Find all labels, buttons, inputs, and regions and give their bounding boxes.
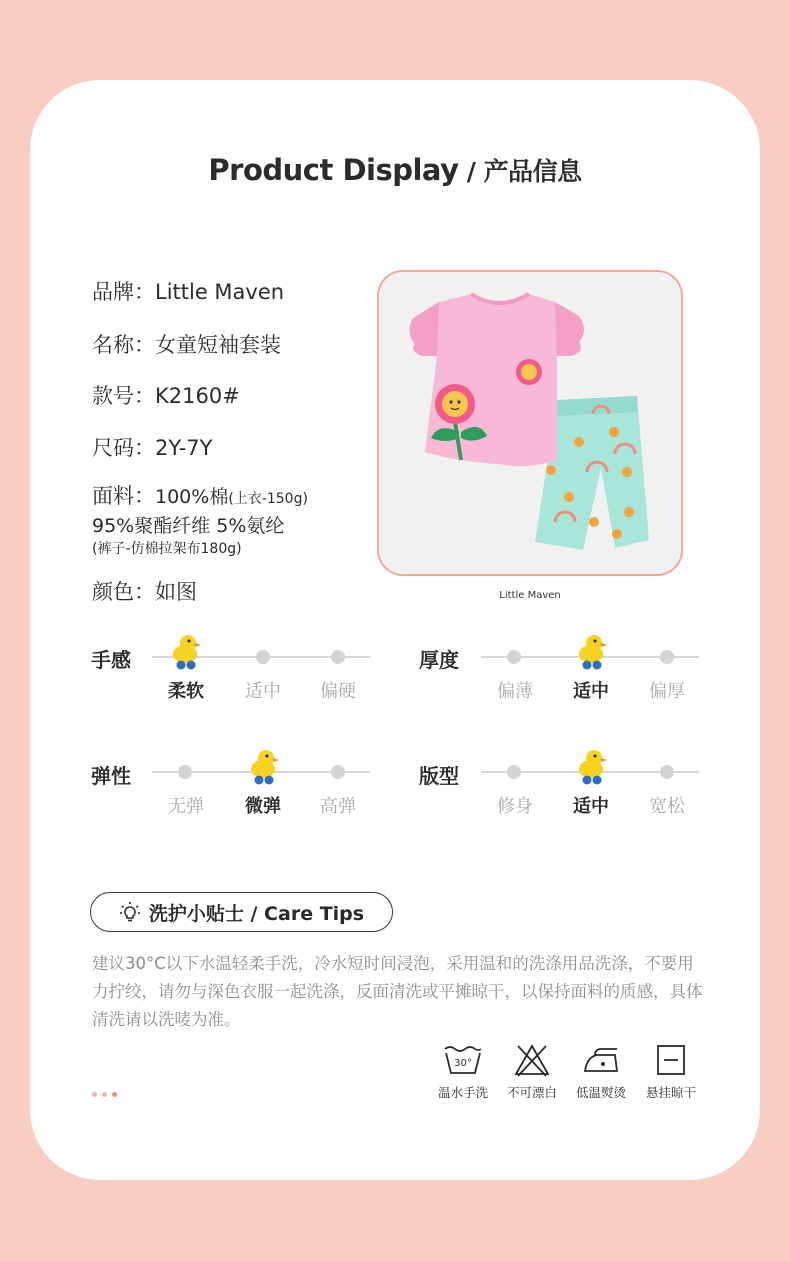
hand-wash-label: 温水手洗 [437, 1085, 488, 1100]
name-value: 女童短袖套装 [155, 333, 281, 357]
photo-caption: Little Maven [499, 590, 561, 601]
thickness-option-thin: 偏薄 [497, 681, 533, 702]
duck-marker-icon [574, 747, 608, 785]
style-number-row [92, 380, 240, 410]
page-dot [92, 1092, 97, 1097]
size-row [92, 432, 212, 462]
size-value: 2Y-7Y [155, 436, 213, 460]
brand-row [92, 276, 284, 306]
hand-wash-icon [443, 1043, 483, 1077]
fit-dot [507, 765, 521, 779]
hang-dry-icon [651, 1043, 691, 1077]
page-dot-active [112, 1092, 117, 1097]
fabric-line-3: (裤子-仿棉拉架布180g) [92, 541, 242, 557]
fit-option-loose: 宽松 [649, 796, 685, 817]
style-number-value: K2160# [155, 384, 240, 408]
fabric-top-note: (上衣-150g) [228, 491, 308, 507]
elasticity-option-slight: 微弹 [245, 796, 281, 817]
elasticity-dot [331, 765, 345, 779]
duck-marker-icon [168, 632, 202, 670]
style-number-label: 款号： [92, 384, 155, 408]
hang-dry-label: 悬挂晾干 [645, 1085, 696, 1100]
no-bleach-label: 不可漂白 [506, 1085, 557, 1100]
thickness-dot [507, 650, 521, 664]
lightbulb-icon [119, 901, 141, 923]
title-en: Product Display [208, 153, 459, 187]
elasticity-option-none: 无弹 [168, 796, 204, 817]
duck-marker-icon [246, 747, 280, 785]
color-value: 如图 [155, 580, 197, 604]
no-bleach-icon [512, 1043, 552, 1077]
title-separator: / [458, 157, 484, 186]
fit-dot [660, 765, 674, 779]
fabric-label: 面料： [92, 484, 155, 508]
iron-low-item [566, 1043, 636, 1101]
hang-dry-item [636, 1043, 706, 1101]
page-dot [102, 1092, 107, 1097]
product-photo [377, 270, 683, 576]
size-label: 尺码： [92, 436, 155, 460]
hand-feel-option-medium: 适中 [245, 681, 281, 702]
thickness-label: 厚度 [419, 648, 459, 672]
fabric-row [92, 480, 308, 510]
fit-option-regular: 适中 [573, 796, 609, 817]
color-row [92, 576, 197, 606]
title-cn: 产品信息 [483, 157, 582, 186]
product-illustration [379, 272, 681, 574]
hand-wash-item [428, 1043, 498, 1101]
elasticity-option-high: 高弹 [320, 796, 356, 817]
fit-option-slim: 修身 [497, 796, 533, 817]
brand-label: 品牌： [92, 280, 155, 304]
duck-marker-icon [574, 632, 608, 670]
page-indicator [92, 1092, 117, 1097]
care-tips-pill [90, 892, 393, 932]
brand-value: Little Maven [155, 280, 285, 304]
name-row [92, 329, 281, 359]
thickness-option-medium: 适中 [573, 681, 609, 702]
no-bleach-item [497, 1043, 567, 1101]
hand-feel-label: 手感 [91, 648, 131, 672]
fit-label: 版型 [419, 764, 459, 788]
iron-low-icon [581, 1043, 621, 1077]
hand-feel-option-stiff: 偏硬 [320, 681, 356, 702]
iron-low-label: 低温熨烫 [575, 1085, 626, 1100]
name-label: 名称： [92, 333, 155, 357]
wash-temp: 30° [454, 1058, 472, 1069]
color-label: 颜色： [92, 580, 155, 604]
hand-feel-option-soft: 柔软 [168, 681, 204, 702]
care-instructions: 建议30°C以下水温轻柔手洗，冷水短时间浸泡，采用温和的洗涤用品洗涤，不要用力拧绞，请勿与深色衣服一起洗涤，反面清洗或平摊晾干，以保持面料的质感，具体清洗请以洗唛为准。 [92, 954, 703, 1029]
hand-feel-dot [256, 650, 270, 664]
care-tips-label: 洗护小贴士 / Care Tips [148, 902, 365, 925]
elasticity-dot [178, 765, 192, 779]
elasticity-label: 弹性 [91, 764, 131, 788]
thickness-dot [660, 650, 674, 664]
fabric-line-2: 95%聚酯纤维 5%氨纶 [92, 515, 285, 537]
page-title [0, 152, 790, 188]
fabric-value: 100%棉 [155, 486, 229, 508]
thickness-option-thick: 偏厚 [649, 681, 685, 702]
hand-feel-dot [331, 650, 345, 664]
